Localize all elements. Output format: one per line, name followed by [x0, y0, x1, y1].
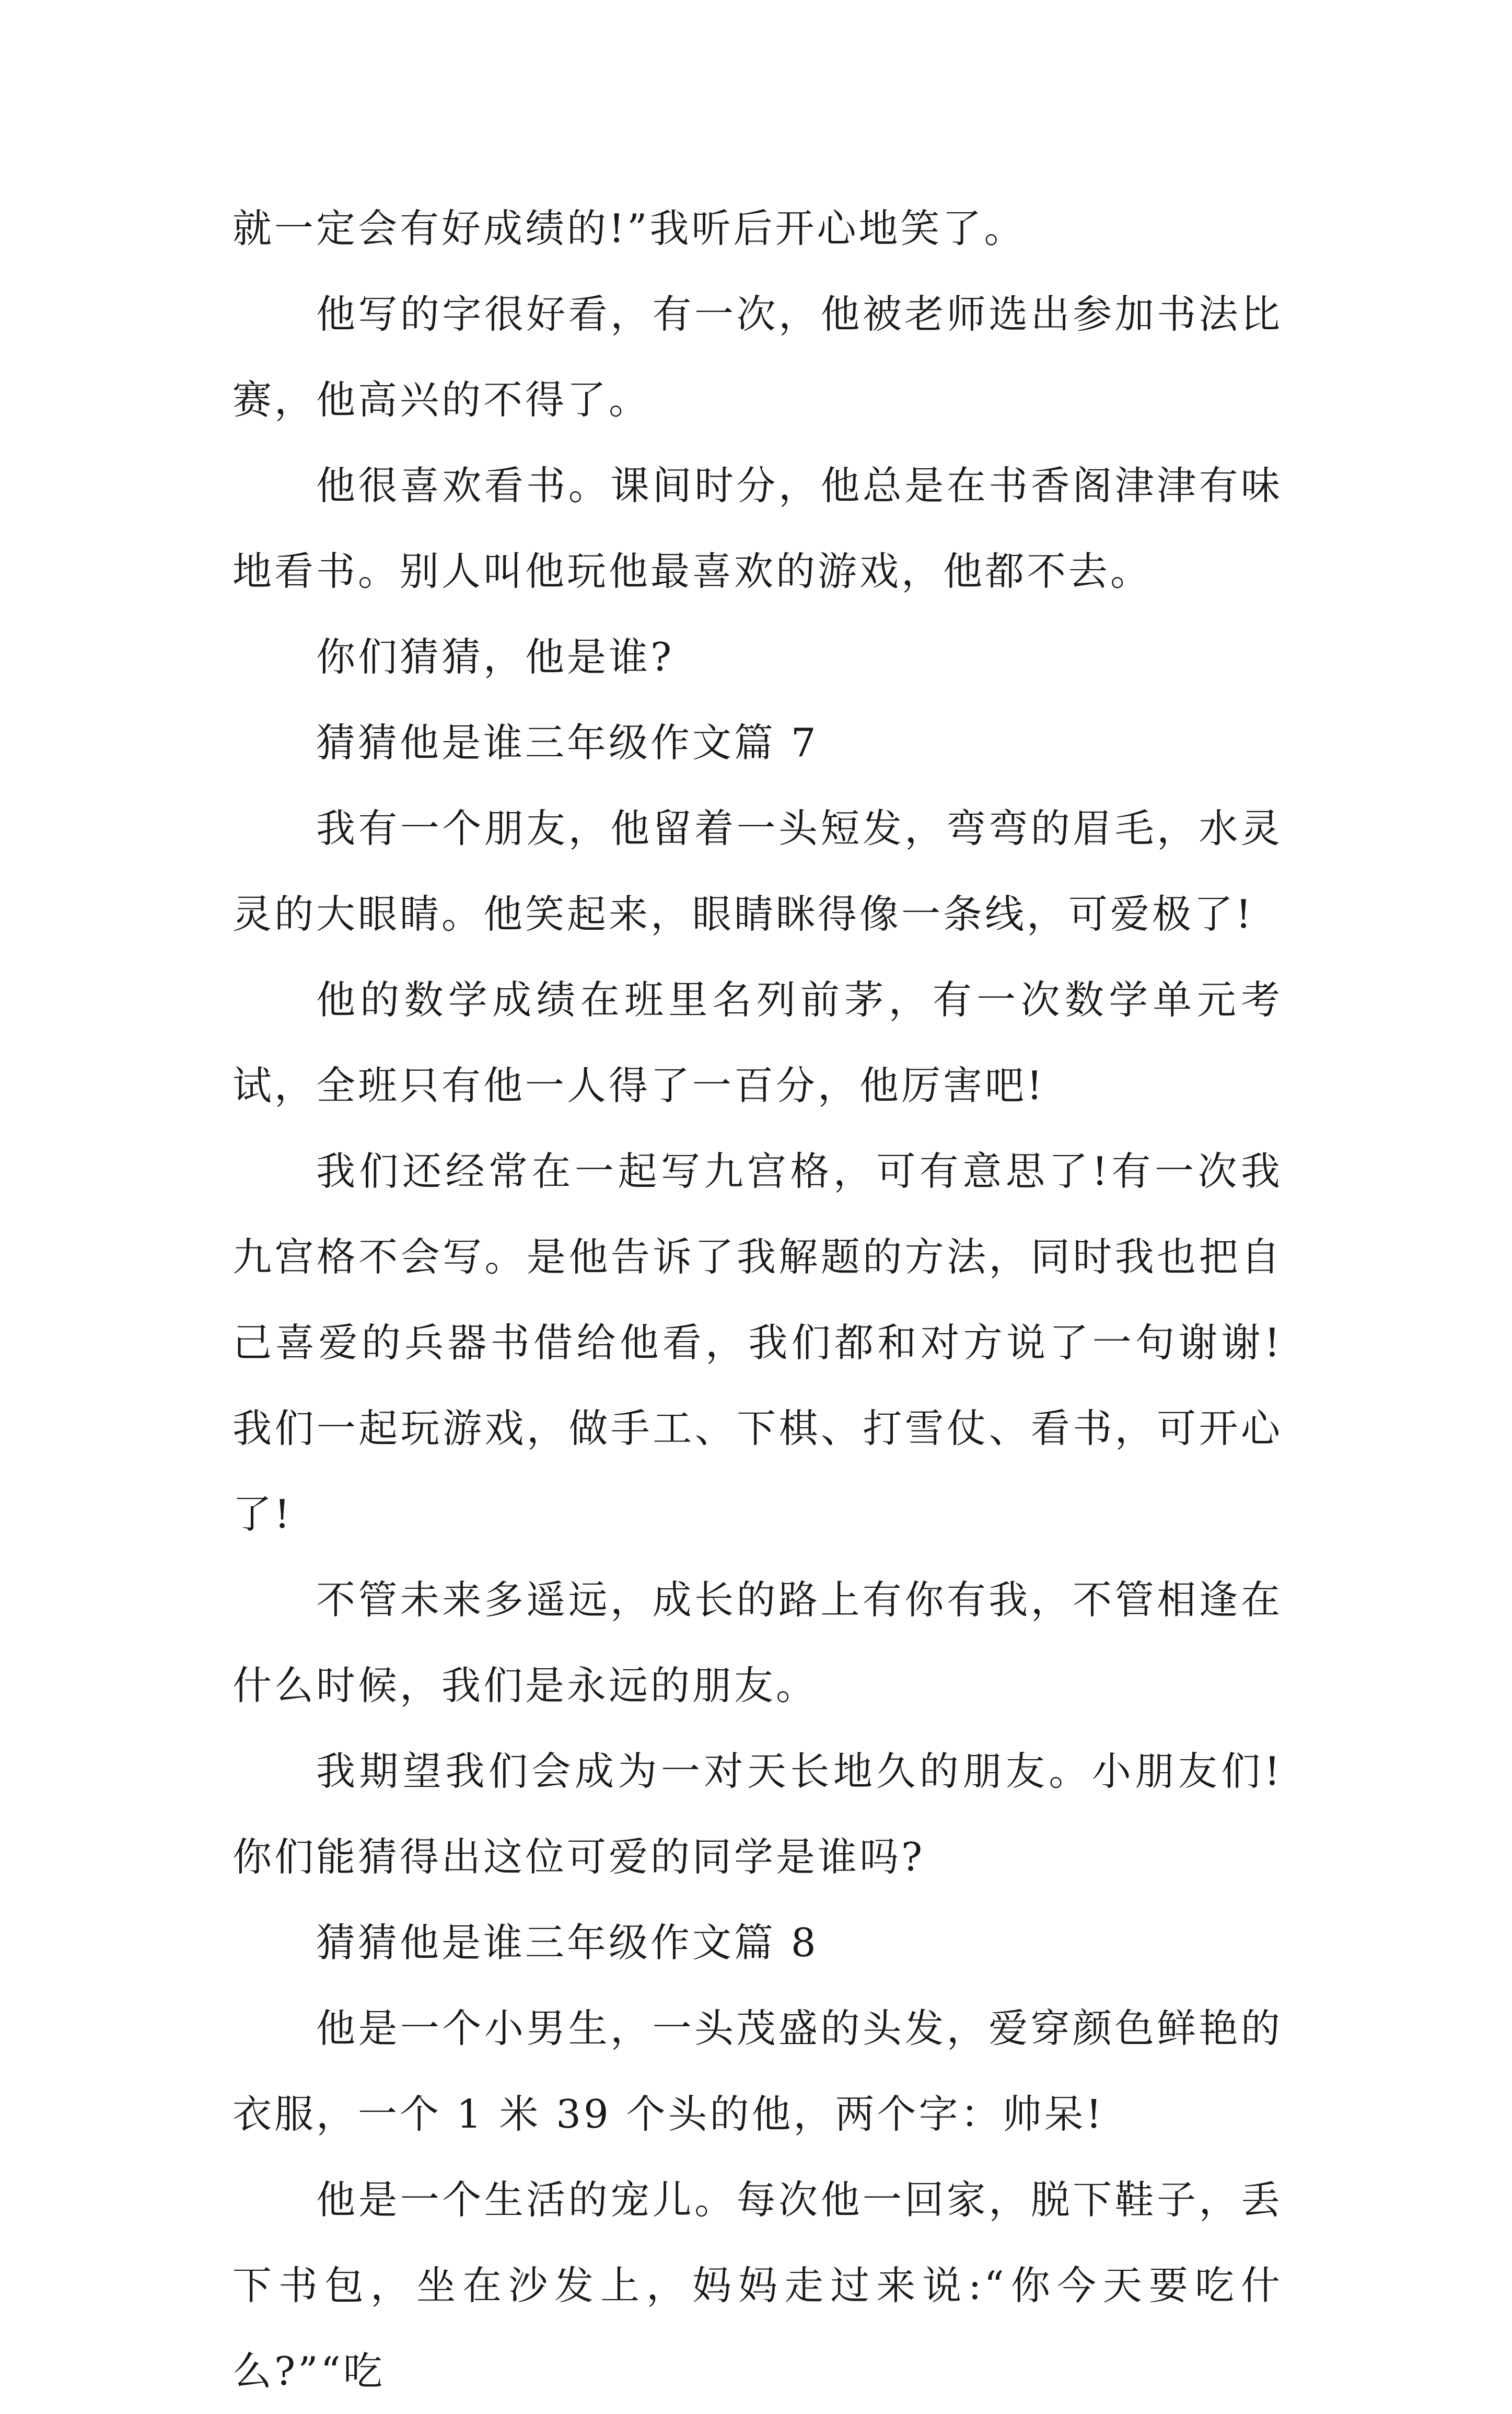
- paragraph: 我期望我们会成为一对天长地久的朋友。小朋友们!你们能猜得出这位可爱的同学是谁吗?: [232, 1748, 1283, 1880]
- paragraph: 不管未来多遥远，成长的路上有你有我，不管相逢在什么时候，我们是永远的朋友。: [232, 1577, 1283, 1708]
- paragraph: 他是一个生活的宠儿。每次他一回家，脱下鞋子，丢下书包，坐在沙发上，妈妈走过来说:“你今天要吃什么?”“吃: [232, 2177, 1283, 2394]
- section-heading: 猜猜他是谁三年级作文篇 7: [316, 720, 819, 766]
- paragraph: 他很喜欢看书。课间时分，他总是在书香阁津津有味地看书。别人叫他玩他最喜欢的游戏，他都不去。: [232, 463, 1283, 594]
- paragraph: 他是一个小男生，一头茂盛的头发，爱穿颜色鲜艳的衣服，一个 1 米 39 个头的他，两个字：帅呆!: [232, 2005, 1283, 2137]
- paragraph: 我有一个朋友，他留着一头短发，弯弯的眉毛，水灵灵的大眼睛。他笑起来，眼睛眯得像一条线，可爱极了!: [232, 805, 1283, 937]
- paragraph: 我们还经常在一起写九宫格，可有意思了!有一次我九宫格不会写。是他告诉了我解题的方法，同时我也把自己喜爱的兵器书借给他看，我们都和对方说了一句谢谢!我们一起玩游戏，做手工、下棋、打雪仗、看书，可开心了!: [232, 1148, 1283, 1537]
- paragraph: 他的数学成绩在班里名列前茅，有一次数学单元考试，全班只有他一人得了一百分，他厉害吧!: [232, 977, 1283, 1108]
- document-body: [232, 186, 1283, 2414]
- paragraph-continuation: 就一定会有好成绩的!”我听后开心地笑了。: [232, 205, 1026, 251]
- paragraph: 你们猜猜，他是谁?: [316, 634, 674, 680]
- paragraph: 他写的字很好看，有一次，他被老师选出参加书法比赛，他高兴的不得了。: [232, 291, 1283, 423]
- section-heading: 猜猜他是谁三年级作文篇 8: [316, 1920, 819, 1966]
